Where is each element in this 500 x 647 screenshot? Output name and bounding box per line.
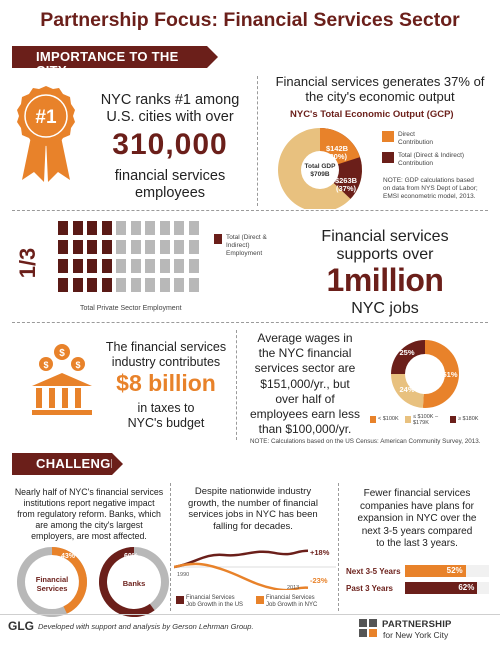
- person-icon-private: [160, 278, 170, 292]
- gcp-total-pct: (37%): [335, 184, 357, 193]
- regulation-line-3: from regulatory reform. Banks, which: [17, 509, 161, 519]
- person-icon-financial: [87, 259, 97, 273]
- people-legend-line-3: Employment: [226, 250, 263, 257]
- us-legend-swatch: [176, 596, 184, 604]
- legend-direct: [398, 131, 433, 147]
- supports-line-1: Financial services: [321, 228, 449, 245]
- page-title: Partnership Focus: Financial Services Sector: [40, 9, 460, 31]
- tax-line-3: in taxes to: [137, 401, 195, 415]
- us-legend-line-1: Financial Services: [186, 595, 235, 601]
- us-end-label: +18%: [310, 548, 330, 557]
- expansion-line-5: to the last 3 years.: [376, 538, 458, 549]
- regulation-text: [14, 487, 164, 542]
- wages-donut-chart: [370, 337, 480, 411]
- decline-line-1: Despite nationwide industry: [194, 486, 312, 497]
- supports-line-2: supports over: [336, 246, 434, 263]
- wages-slice-label-3: 25%: [399, 348, 415, 357]
- person-icon-private: [116, 278, 126, 292]
- glg-logo: GLG: [8, 619, 34, 633]
- person-icon-private: [145, 221, 155, 235]
- partnership-subname: for New York City: [383, 630, 449, 640]
- wages-legend-swatch-1: [370, 416, 376, 423]
- partnership-name: PARTNERSHIP: [382, 619, 452, 630]
- wages-line-6: employees earn less: [249, 407, 361, 422]
- bar-past: [405, 582, 477, 594]
- person-icon-financial: [102, 278, 112, 292]
- person-icon-private: [145, 278, 155, 292]
- person-icon-private: [174, 278, 184, 292]
- expansion-line-1: Fewer financial services: [363, 488, 471, 499]
- x-label-end: 2013: [287, 585, 300, 590]
- financial-services-label-2: Services: [36, 584, 68, 593]
- wages-line-7: than $100,000/yr.: [258, 422, 352, 437]
- decline-text: [174, 486, 332, 532]
- person-icon-financial: [87, 240, 97, 254]
- legend-direct-line-1: Direct: [398, 131, 415, 138]
- gcp-heading-line-1: Financial services generates 37% of: [275, 74, 485, 89]
- person-icon-financial: [87, 221, 97, 235]
- financial-services-label-1: Financial: [35, 575, 69, 584]
- wages-legend-2: [413, 414, 438, 426]
- expansion-line-4: next 3-5 years compared: [361, 525, 473, 537]
- legend-total-line-1: Total (Direct & Indirect): [398, 152, 465, 159]
- wages-text: [245, 331, 365, 437]
- rank-line-2: U.S. cities with over: [106, 109, 234, 125]
- employees-number: 310,000: [112, 128, 228, 161]
- wages-legend-2-line-1: ≤ $100K –: [413, 414, 439, 420]
- gcp-note-line-1: NOTE: GDP calculations based: [383, 177, 474, 184]
- us-legend: [186, 595, 243, 609]
- banks-pct: 60%: [124, 553, 139, 560]
- people-legend-line-1: Total (Direct &: [226, 234, 267, 241]
- wages-legend-1: < $100K: [378, 416, 399, 422]
- gcp-chart-title: NYC's Total Economic Output (GCP): [290, 109, 454, 120]
- person-icon-private: [189, 221, 199, 235]
- rank-line-1: NYC ranks #1 among: [100, 92, 240, 108]
- person-icon-financial: [58, 240, 68, 254]
- regulation-line-1: Nearly half of NYC's financial services: [14, 487, 164, 497]
- person-icon-private: [160, 240, 170, 254]
- svg-text:$: $: [59, 348, 65, 359]
- wages-line-2: the NYC financial: [258, 346, 352, 361]
- people-caption: Total Private Sector Employment: [80, 305, 182, 312]
- wages-line-4: $151,000/yr., but: [260, 376, 350, 391]
- legend-total: [398, 152, 464, 168]
- wages-line-3: services sector are: [254, 361, 356, 376]
- expansion-line-3: expansion in NYC over the: [357, 513, 477, 524]
- wages-slice-3: [391, 340, 425, 374]
- bar-next-value: 52%: [446, 566, 463, 575]
- person-icon-financial: [102, 221, 112, 235]
- x-label-start: 1990: [177, 572, 190, 578]
- nyc-legend-line-1: Financial Services: [266, 595, 315, 601]
- bar-past-value: 62%: [458, 583, 475, 592]
- person-icon-private: [116, 240, 126, 254]
- person-icon-private: [145, 240, 155, 254]
- person-icon-private: [189, 259, 199, 273]
- wages-slice-label-2: 24%: [399, 385, 415, 394]
- person-icon-private: [116, 221, 126, 235]
- wages-legend-swatch-3: [450, 416, 456, 423]
- legend-swatch-direct: [382, 131, 394, 142]
- regulation-donuts: [14, 546, 174, 618]
- person-icon-financial: [73, 259, 83, 273]
- rank-text: [90, 92, 250, 126]
- bank-coins-icon: [22, 340, 102, 420]
- fraction-label: 1/3: [15, 247, 40, 279]
- person-icon-private: [174, 221, 184, 235]
- person-icon-financial: [58, 221, 68, 235]
- gcp-note: [383, 177, 478, 201]
- regulation-line-5: employers, are most affected.: [31, 531, 147, 541]
- person-icon-private: [189, 278, 199, 292]
- tax-amount: $8 billion: [116, 370, 216, 396]
- tax-text-2: [105, 401, 227, 431]
- nyc-legend-line-2: Job Growth in NYC: [266, 602, 318, 608]
- people-legend-line-2: Indirect): [226, 242, 250, 249]
- regulation-line-4: are among the city's largest: [35, 520, 143, 530]
- bar-label-past: Past 3 Years: [346, 584, 394, 593]
- supports-line-3: NYC jobs: [351, 300, 419, 317]
- gcp-center-value: $709B: [310, 171, 330, 178]
- legend-swatch-total: [382, 152, 394, 163]
- legend-total-line-2: Contribution: [398, 160, 434, 167]
- decline-line-2: growth, the number of financial: [188, 497, 318, 509]
- employees-text: [90, 168, 250, 202]
- us-legend-line-2: Job Growth in the US: [186, 602, 244, 608]
- supports-number: 1million: [326, 262, 444, 298]
- person-icon-financial: [58, 259, 68, 273]
- people-legend: [226, 234, 267, 258]
- person-icon-private: [131, 278, 141, 292]
- divider: [257, 76, 258, 206]
- person-icon-private: [174, 259, 184, 273]
- gcp-heading: [262, 74, 498, 104]
- tax-line-2: industry contributes: [111, 355, 221, 369]
- wages-line-1: Average wages in: [257, 331, 353, 345]
- gcp-direct-label: $142B: [325, 144, 349, 153]
- wages-legend-2-line-2: $179K: [413, 420, 429, 426]
- gcp-note-line-2: on data from NYS Dept of Labor;: [383, 185, 478, 192]
- wages-slice-label-1: 51%: [442, 370, 458, 379]
- tax-text: [105, 340, 227, 370]
- importance-banner: IMPORTANCE TO THE CITY: [12, 46, 207, 68]
- person-icon-private: [160, 221, 170, 235]
- challenges-banner: CHALLENGES: [12, 453, 112, 475]
- person-icon-financial: [73, 221, 83, 235]
- person-icon-private: [145, 259, 155, 273]
- banks-label: Banks: [122, 579, 146, 588]
- person-icon-financial: [73, 278, 83, 292]
- employees-line-1: financial services: [114, 168, 226, 184]
- gcp-note-line-3: EMSI econometric model, 2013.: [383, 193, 476, 200]
- decline-line-4: falling for decades.: [213, 520, 293, 532]
- svg-text:$: $: [75, 360, 81, 370]
- person-icon-private: [189, 240, 199, 254]
- person-icon-private: [116, 259, 126, 273]
- person-icon-financial: [87, 278, 97, 292]
- divider: [338, 483, 339, 611]
- tax-line-1: The financial services: [105, 340, 227, 354]
- employees-line-2: employees: [134, 185, 206, 201]
- gcp-pie-chart: [270, 123, 370, 209]
- gcp-direct-pct: (20%): [326, 152, 348, 161]
- gcp-center-label: Total GDP: [304, 163, 336, 170]
- footer-credit: Developed with support and analysis by Gerson Lehrman Group.: [38, 622, 254, 631]
- person-icon-financial: [73, 240, 83, 254]
- divider: [12, 322, 488, 323]
- bar-label-next: Next 3-5 Years: [346, 567, 401, 576]
- gcp-total-label: $263B: [334, 176, 358, 185]
- footer-rule: [0, 614, 500, 615]
- person-icon-private: [131, 240, 141, 254]
- gcp-heading-line-2: the city's economic output: [305, 89, 455, 104]
- person-icon-private: [174, 240, 184, 254]
- ribbon-badge-icon: [14, 82, 78, 182]
- person-icon-private: [160, 259, 170, 273]
- bar-next: [405, 565, 466, 577]
- wages-legend-swatch-2: [405, 416, 411, 423]
- bar-track-next: [405, 565, 489, 577]
- rank-badge-text: #1: [35, 107, 57, 128]
- people-grid: [58, 221, 208, 301]
- person-icon-private: [131, 221, 141, 235]
- supports-text: [290, 228, 480, 264]
- nyc-legend-swatch: [256, 596, 264, 604]
- wages-line-5: over half of: [275, 391, 335, 406]
- divider: [12, 210, 488, 211]
- job-growth-line-chart: [174, 540, 336, 590]
- nyc-end-label: -23%: [310, 576, 328, 585]
- wages-note: NOTE: Calculations based on the US Census: American Community Survey, 2013.: [250, 438, 481, 445]
- svg-text:$: $: [43, 360, 49, 370]
- legend-direct-line-2: Contribution: [398, 139, 434, 146]
- person-icon-private: [131, 259, 141, 273]
- divider: [170, 483, 171, 611]
- person-icon-financial: [102, 259, 112, 273]
- expansion-line-2: companies have plans for: [360, 500, 474, 512]
- people-legend-swatch: [214, 234, 222, 244]
- tax-line-4: NYC's budget: [127, 416, 205, 430]
- nyc-legend: [266, 595, 317, 609]
- divider: [236, 330, 237, 440]
- regulation-line-2: institutions report negative impact: [23, 498, 155, 508]
- person-icon-financial: [58, 278, 68, 292]
- partnership-logo-icon: [358, 617, 380, 641]
- bar-track-past: [405, 582, 489, 594]
- person-icon-financial: [102, 240, 112, 254]
- decline-line-3: services jobs in NYC has been: [188, 509, 318, 520]
- wages-legend-3: ≥ $180K: [458, 416, 479, 422]
- financial-services-pct: 43%: [61, 553, 76, 560]
- expansion-text: [342, 488, 492, 551]
